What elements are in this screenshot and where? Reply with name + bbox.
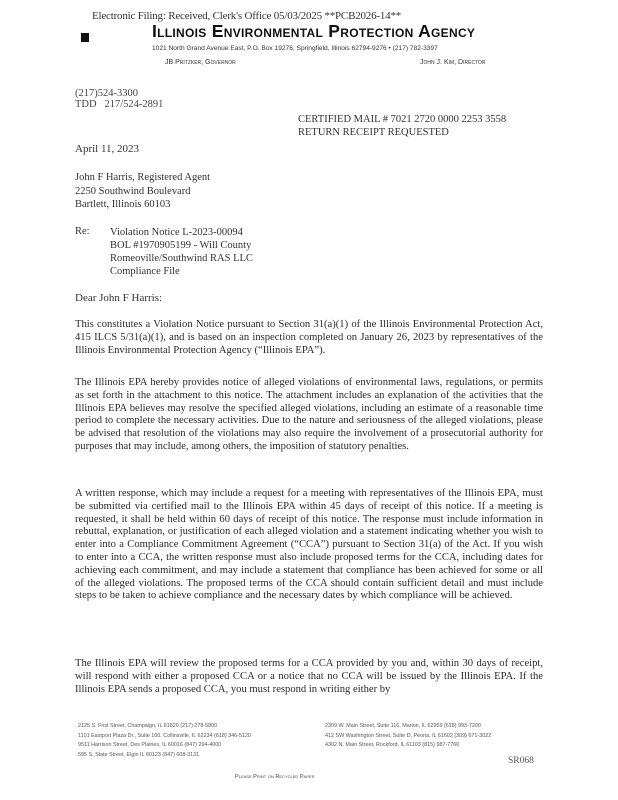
body-paragraph: The Illinois EPA will review the proposed terms for a CCA provided by you and, within 30 days of receipt, will respond with either a proposed CCA or a notice that no CCA will be issued by the Illinois EPA. If the Illinois EPA sends a proposed CCA, you must respond in writing either by (75, 658, 543, 695)
body-paragraph: The Illinois EPA hereby provides notice of alleged violations of environmental laws, regulations, or permits as set forth in the attachment to this notice. The attachment includes an explanation of the activities that the Illinois EPA believes may resolve the specified alleged violations, including an estimate of a reasonable time period to complete the necessary activities. Due to the nature and seriousness of the alleged violations, please be advised that resolution of the violations may also require the involvement of a prosecutorial authority for purposes that may include, among others, the imposition of statutory penalties. (75, 377, 543, 452)
addressee-line: 2250 Southwind Boulevard (75, 185, 191, 197)
re-line: BOL #1970905199 - Will County (110, 240, 252, 251)
governor-name: JB Pritzker, Governor (165, 59, 236, 66)
footer-office: 595 S. State Street, Elgin IL 60123 (847) 608-3131 (78, 751, 200, 758)
footer-office: 4302 N. Main Street, Rockford, IL 61103 (815) 987-7760 (325, 742, 460, 748)
footer-office: 2309 W. Main Street, Suite 116, Marion, IL 62959 (618) 993-7200 (325, 723, 481, 729)
director-name: John J. Kim, Director (420, 59, 486, 66)
corner-mark (81, 33, 89, 42)
phone-line: (217)524-3300 (75, 88, 138, 99)
re-line: Compliance File (110, 266, 180, 277)
re-line: Romeoville/Southwind RAS LLC (110, 253, 253, 264)
salutation: Dear John F Harris: (75, 292, 163, 304)
addressee-block (75, 171, 210, 212)
certified-mail-block (298, 113, 506, 139)
footer-office: 412 SW Washington Street, Suite D, Peoria, IL 61602 (309) 671-3022 (325, 732, 492, 739)
agency-name: Illinois Environmental Protection Agency (152, 21, 476, 41)
tdd-line: TDD 217/524-2891 (75, 99, 164, 110)
addressee-line: Bartlett, Illinois 60103 (75, 199, 171, 210)
re-line: Violation Notice L-2023-00094 (110, 227, 243, 238)
return-receipt: RETURN RECEIPT REQUESTED (298, 127, 449, 138)
recycled-paper-note: Please Print on Recycled Paper (235, 774, 315, 780)
body-paragraph: A written response, which may include a request for a meeting with representatives of the Illinois EPA, must be submitted via certified mail to the Illinois EPA within 45 days of receipt of this notice. If a meeting is requested, it shall be held within 60 days of receipt of this notice. The response must include information in rebuttal, explanation, or justification of each alleged violation and a statement indicating whether you wish to enter into a Compliance Commitment Agreement (“CCA”) pursuant to Section 31(a) of the Act. If you wish to enter into a CCA, the written response must also include proposed terms for the CCA, including dates for achieving each commitment, and may include a statement that compliance has been achieved for some or all of the alleged violations. The proposed terms of the CCA should contain sufficient detail and must include steps to be taken to achieve compliance and the necessary dates by which compliance will be achieved. (75, 488, 543, 602)
footer-office: 9511 Harrison Street, Des Plaines, IL 60016 (847) 294-4000 (78, 742, 222, 748)
footer-offices-left (78, 722, 251, 760)
footer-offices-right (325, 722, 491, 751)
certified-mail-number: CERTIFIED MAIL # 7021 2720 0000 2253 3558 (298, 114, 507, 125)
re-block (110, 226, 253, 278)
addressee-line: John F Harris, Registered Agent (75, 172, 211, 183)
footer-office: 1101 Eastport Plaza Dr., Suite 100, Collinsville, IL 62234 (618) 346-5120 (78, 732, 251, 739)
e-filing-stamp: Electronic Filing: Received, Clerk's Office 05/03/2025 **PCB2026-14** (92, 10, 402, 22)
letter-date: April 11, 2023 (75, 143, 140, 155)
footer-office: 2125 S. First Street, Champaign, IL 61820 (217) 278-5800 (78, 723, 218, 729)
phone-block (75, 88, 163, 110)
body-paragraph: This constitutes a Violation Notice pursuant to Section 31(a)(1) of the Illinois Environmental Protection Act, 415 ILCS 5/31(a)(1), and is based on an inspection completed on January 26, 2023 by representatives of the Illinois Environmental Protection Agency (“Illinois EPA”). (75, 319, 543, 356)
re-label: Re: (75, 226, 90, 237)
page-id: SR068 (508, 756, 534, 766)
agency-address: 1021 North Grand Avenue East, P.O. Box 19276, Springfield, Illinois 62794-9276 • (217) 782-3397 (152, 45, 438, 52)
